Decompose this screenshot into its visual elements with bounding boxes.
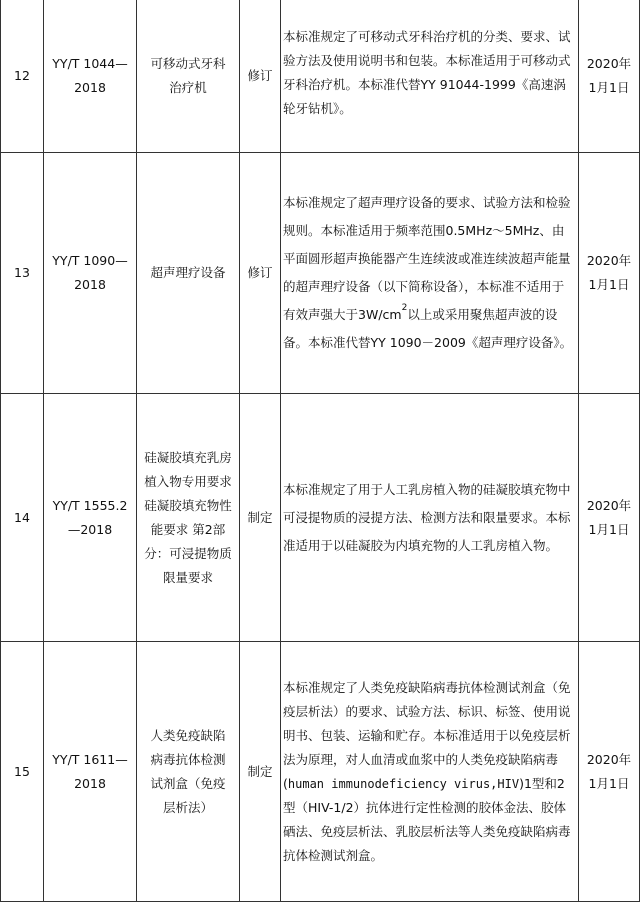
description-part: 本标准规定了人类免疫缺陷病毒抗体检测试剂盒（免疫层析法）的要求、试验方法、标识、标签、使用说明书、包装、运输和贮存。本标准适用于以免疫层析法为原理，对人血清或血浆中的人类免疫缺陷病毒(	[283, 679, 571, 791]
description-part: 本标准规定了超声理疗设备的要求、试验方法和检验规则。本标准适用于频率范围0.5MHz～5MHz、由平面圆形超声换能器产生连续波或准连续波超声能量的超声理疗设备（以下简称设备），本标准不适用于有效声强大于3W/cm	[283, 195, 571, 322]
standard-code-line: YY/T 1044—	[52, 56, 128, 71]
date-line: 2020年	[586, 497, 632, 513]
date-line: 2020年	[586, 751, 632, 767]
standard-description	[281, 642, 579, 902]
date-line: 1月1日	[588, 521, 630, 537]
standard-description	[281, 0, 579, 153]
standard-code-line: 2018	[74, 80, 106, 95]
standard-code-line: 2018	[74, 277, 106, 292]
date-line: 1月1日	[588, 277, 630, 292]
effective-date	[579, 0, 640, 153]
description-text	[281, 676, 578, 868]
standard-code-line: YY/T 1555.2	[52, 497, 128, 513]
standard-name	[137, 642, 240, 902]
description-part: 以上或采用聚焦超声波的设备。本标准代替YY 1090－2009《超声理疗设备》。	[283, 307, 573, 350]
row-number: 12	[1, 0, 44, 153]
effective-date	[579, 642, 640, 902]
standard-kind: 制定	[240, 642, 281, 902]
standard-kind: 修订	[240, 153, 281, 394]
standard-code-line: YY/T 1611—	[52, 751, 128, 767]
effective-date	[579, 394, 640, 642]
standard-description	[281, 153, 579, 394]
row-number: 14	[1, 394, 44, 642]
date-line: 1月1日	[588, 80, 630, 95]
standard-name-text: 可移动式牙科治疗机	[150, 56, 226, 95]
description-part: )1型和2型（HIV-1/2）抗体进行定性检测的胶体金法、胶体硒法、免疫层析法、乳胶层析法等人类免疫缺陷病毒抗体检测试剂盒。	[283, 775, 571, 863]
standard-code	[44, 153, 137, 394]
standard-kind: 制定	[240, 394, 281, 642]
standard-kind: 修订	[240, 0, 281, 153]
standard-code	[44, 394, 137, 642]
description-english: human immunodeficiency virus,HIV	[287, 776, 520, 791]
date-line: 2020年	[586, 253, 632, 268]
standard-name	[137, 394, 240, 642]
standard-name	[137, 0, 240, 153]
standard-name: 超声理疗设备	[137, 153, 240, 394]
table-row	[1, 0, 640, 153]
standard-name-text: 人类免疫缺陷病毒抗体检测试剂盒（免疫层析法）	[150, 727, 226, 815]
standard-code	[44, 642, 137, 902]
description-text: 本标准规定了用于人工乳房植入物的硅凝胶填充物中可浸提物质的浸提方法、检测方法和限量要求。本标准适用于以硅凝胶为内填充物的人工乳房植入物。	[283, 481, 571, 553]
effective-date	[579, 153, 640, 394]
row-number: 15	[1, 642, 44, 902]
date-line: 1月1日	[588, 775, 630, 791]
superscript: 2	[401, 302, 408, 313]
standard-code-line: —2018	[67, 521, 113, 537]
standard-code-line: 2018	[74, 775, 106, 791]
standard-code-line: YY/T 1090—	[52, 253, 128, 268]
row-number: 13	[1, 153, 44, 394]
description-text	[281, 189, 578, 357]
table-row	[1, 153, 640, 394]
table-row	[1, 642, 640, 902]
date-line: 2020年	[586, 56, 632, 71]
standard-description	[281, 394, 579, 642]
table-row	[1, 394, 640, 642]
description-text: 本标准规定了可移动式牙科治疗机的分类、要求、试验方法及使用说明书和包装。本标准适用于可移动式牙科治疗机。本标准代替YY 91044-1999《高速涡轮牙钻机》。	[283, 29, 571, 116]
standard-code	[44, 0, 137, 153]
standard-name-text: 硅凝胶填充乳房植入物专用要求 硅凝胶填充物性能要求 第2部分：可浸提物质限量要求	[144, 449, 232, 585]
